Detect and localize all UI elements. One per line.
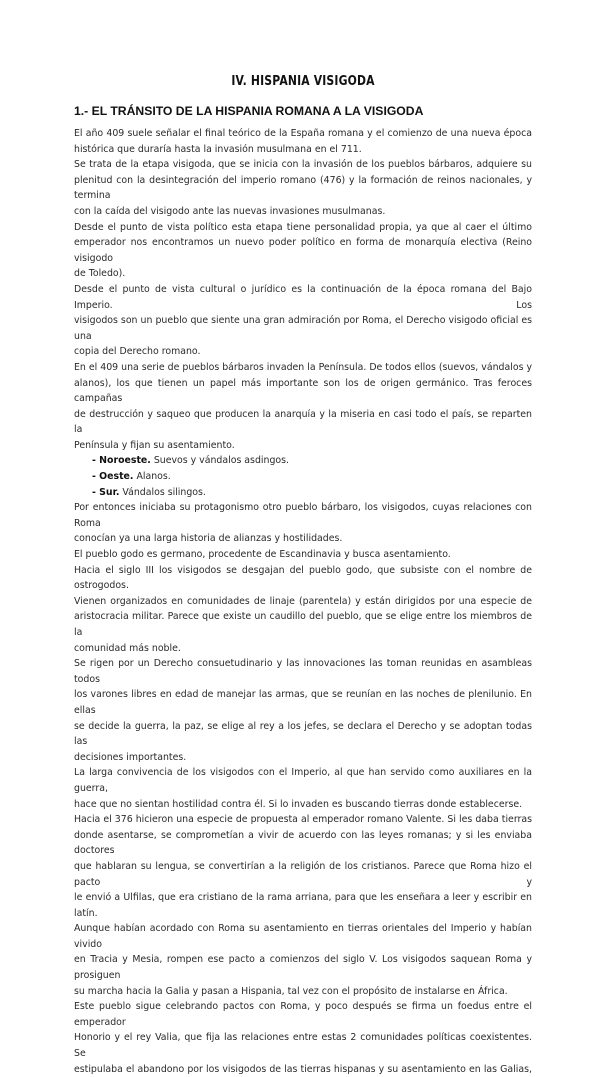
list-item bbox=[74, 485, 532, 501]
text-line: Vienen organizados en comunidades de linaje (parentela) y están dirigidos por una especie de bbox=[74, 595, 532, 607]
text-line: En el 409 una serie de pueblos bárbaros invaden la Península. De todos ellos (suevos, vándalos y bbox=[74, 361, 532, 373]
list-item-label: - Oeste. bbox=[92, 471, 134, 483]
page-title: IV. HISPANIA VISIGODA bbox=[231, 74, 375, 89]
text-line: con la caída del visigodo ante las nuevas invasiones musulmanas. bbox=[74, 205, 386, 217]
text-line: histórica que duraría hasta la invasión musulmana en el 711. bbox=[74, 143, 362, 155]
list-item-label: - Noroeste. bbox=[92, 455, 151, 467]
text-line: de destrucción y saqueo que producen la anarquía y la miseria en casi todo el país, se reparten la bbox=[74, 408, 532, 436]
text-line: El pueblo godo es germano, procedente de Escandinavia y busca asentamiento. bbox=[74, 549, 451, 561]
text-line: Hacia el siglo III los visigodos se desgajan del pueblo godo, que subsiste con el nombre de ostrogodos. bbox=[74, 564, 532, 592]
text-line: su marcha hacia la Galia y pasan a Hispania, tal vez con el propósito de instalarse en África. bbox=[74, 985, 508, 997]
list-item-text: Alanos. bbox=[133, 471, 171, 483]
text-line: Hacia el 376 hicieron una especie de propuesta al emperador romano Valente. Si les daba tierras bbox=[74, 814, 532, 826]
list-item-text: Vándalos silingos. bbox=[119, 486, 206, 498]
list-item-label: - Sur. bbox=[92, 486, 120, 498]
text-line: El año 409 suele señalar el final teórico de la España romana y el comienzo de una nueva época bbox=[74, 128, 532, 139]
text-line: plenitud con la desintegración del imperio romano (476) y la formación de reinos nacionales, y termina bbox=[74, 174, 532, 202]
list-item bbox=[74, 453, 532, 469]
text-line: decisiones importantes. bbox=[74, 751, 187, 763]
text-line: Este pueblo sigue celebrando pactos con Roma, y poco después se firma un foedus entre el emperador bbox=[74, 1001, 532, 1028]
section-heading: 1.- EL TRÁNSITO DE LA HISPANIA ROMANA A LA VISIGODA bbox=[74, 104, 424, 118]
text-line: en Tracia y Mesia, rompen ese pacto a comienzos del siglo V. Los visigodos saquean Roma y prosiguen bbox=[74, 954, 532, 982]
text-line: hace que no sientan hostilidad contra él. Si lo invaden es buscando tierras donde establecerse. bbox=[74, 798, 523, 810]
body-text bbox=[74, 126, 532, 1077]
text-line: Desde el punto de vista cultural o jurídico es la continuación de la época romana del Bajo Imperio. Los bbox=[74, 283, 532, 311]
text-line: Desde el punto de vista político esta etapa tiene personalidad propia, ya que al caer el último bbox=[74, 221, 532, 233]
text-line: de Toledo). bbox=[74, 268, 126, 280]
text-line: aristocracia militar. Parece que existe un caudillo del pueblo, que se elige entre los miembros de la bbox=[74, 611, 532, 638]
text-line: se decide la guerra, la paz, se elige al rey a los jefes, se declara el Derecho y se adoptan todas las bbox=[74, 720, 532, 748]
text-line: estipulaba el abandono por los visigodos de las tierras hispanas y su asentamiento en las Galias, bbox=[74, 1063, 532, 1075]
list-item-text: Suevos y vándalos asdingos. bbox=[150, 455, 289, 467]
text-line: alanos), los que tienen un papel más importante son los de origen germánico. Tras feroces campañas bbox=[74, 377, 532, 405]
text-line: copia del Derecho romano. bbox=[74, 346, 201, 358]
text-line: Se rigen por un Derecho consuetudinario y las innovaciones las toman reunidas en asambleas todos bbox=[74, 658, 532, 685]
text-line: conocían ya una larga historia de alianzas y hostilidades. bbox=[74, 533, 343, 545]
text-line: emperador nos encontramos un nuevo poder político en forma de monarquía electiva (Reino visigodo bbox=[74, 237, 532, 264]
text-line: Península y fijan su asentamiento. bbox=[74, 439, 235, 451]
text-line: La larga convivencia de los visigodos con el Imperio, al que han servido como auxiliares en la guerra, bbox=[74, 767, 532, 794]
text-line: Se trata de la etapa visigoda, que se inicia con la invasión de los pueblos bárbaros, adquiere su bbox=[74, 159, 532, 171]
text-line: que hablaran su lengua, se convertirían a la religión de los cristianos. Parece que Roma hizo el pacto y bbox=[74, 860, 532, 888]
text-line: Por entonces iniciaba su protagonismo otro pueblo bárbaro, los visigodos, cuyas relaciones con Roma bbox=[74, 502, 532, 529]
text-line: le envió a Ulfilas, que era cristiano de la rama arriana, para que les enseñara a leer y escribir en latín. bbox=[74, 892, 532, 919]
text-line: los varones libres en edad de manejar las armas, que se reunían en las noches de plenilunio. En ellas bbox=[74, 689, 532, 716]
text-line: donde asentarse, se comprometían a vivir de acuerdo con las leyes romanas; y si les enviaba doctores bbox=[74, 829, 532, 857]
text-line: Aunque habían acordado con Roma su asentamiento en tierras orientales del Imperio y habían vivido bbox=[74, 923, 532, 950]
text-line: comunidad más noble. bbox=[74, 642, 181, 654]
text-line: Honorio y el rey Valia, que fija las relaciones entre estas 2 comunidades políticas coexistentes. Se bbox=[74, 1032, 532, 1060]
list-item bbox=[74, 469, 532, 485]
text-line: visigodos son un pueblo que siente una gran admiración por Roma, el Derecho visigodo oficial es una bbox=[74, 315, 532, 342]
